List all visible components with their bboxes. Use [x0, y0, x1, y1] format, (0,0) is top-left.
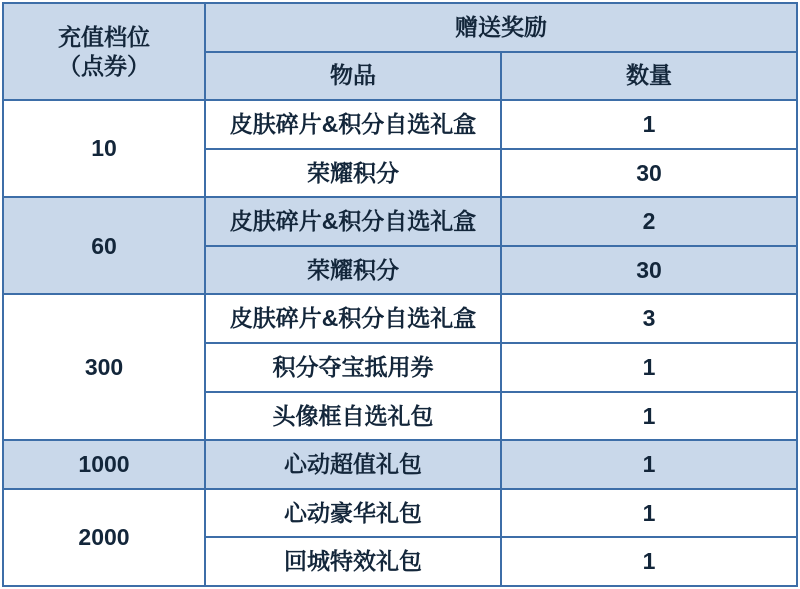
- header-tier-cell: [3, 3, 205, 100]
- table-row: [3, 489, 797, 538]
- table-row: [3, 440, 797, 489]
- item-cell: 头像框自选礼包: [205, 392, 501, 441]
- header-item-cell: 物品: [205, 52, 501, 101]
- tier-cell: 60: [3, 197, 205, 294]
- qty-cell: 1: [501, 343, 797, 392]
- tier-cell: 2000: [3, 489, 205, 586]
- item-cell: 心动超值礼包: [205, 440, 501, 489]
- qty-cell: 1: [501, 100, 797, 149]
- recharge-reward-table: [2, 2, 798, 587]
- qty-cell: 1: [501, 392, 797, 441]
- table-body: [3, 3, 797, 586]
- qty-cell: 2: [501, 197, 797, 246]
- tier-cell: 300: [3, 294, 205, 440]
- tier-cell: 10: [3, 100, 205, 197]
- item-cell: 积分夺宝抵用券: [205, 343, 501, 392]
- item-cell: 回城特效礼包: [205, 537, 501, 586]
- qty-cell: 30: [501, 246, 797, 295]
- table-row: [3, 294, 797, 343]
- qty-cell: 1: [501, 537, 797, 586]
- qty-cell: 1: [501, 489, 797, 538]
- qty-cell: 30: [501, 149, 797, 198]
- table-row: [3, 197, 797, 246]
- item-cell: 心动豪华礼包: [205, 489, 501, 538]
- item-cell: 皮肤碎片&积分自选礼盒: [205, 197, 501, 246]
- tier-cell: 1000: [3, 440, 205, 489]
- qty-cell: 1: [501, 440, 797, 489]
- item-cell: 皮肤碎片&积分自选礼盒: [205, 294, 501, 343]
- table-row: [3, 100, 797, 149]
- header-tier-line2: （点券）: [58, 52, 150, 79]
- header-tier-line1: 充值档位: [58, 23, 150, 50]
- table-header-row-top: [3, 3, 797, 52]
- header-reward-cell: 赠送奖励: [205, 3, 797, 52]
- item-cell: 荣耀积分: [205, 246, 501, 295]
- item-cell: 皮肤碎片&积分自选礼盒: [205, 100, 501, 149]
- item-cell: 荣耀积分: [205, 149, 501, 198]
- qty-cell: 3: [501, 294, 797, 343]
- header-qty-cell: 数量: [501, 52, 797, 101]
